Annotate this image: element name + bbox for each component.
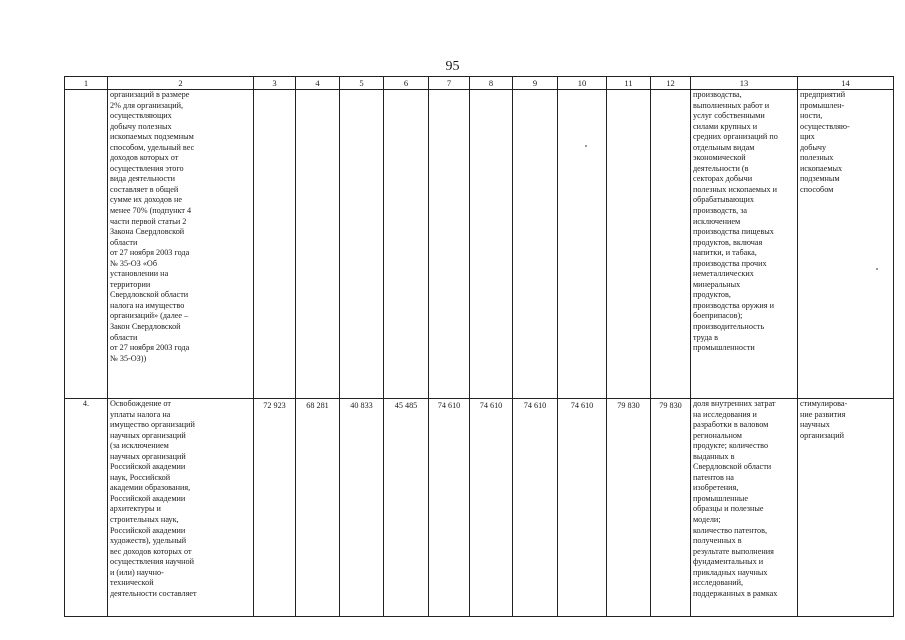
value-cell: 72 923 xyxy=(254,399,296,617)
header-cell: 12 xyxy=(651,77,691,90)
text-line: технической xyxy=(110,578,154,588)
text-line: труда в xyxy=(693,332,718,342)
goal-description xyxy=(798,90,894,399)
text-line: от 27 ноября 2003 года xyxy=(110,343,190,353)
text-line: сумме их доходов не xyxy=(110,195,182,205)
text-line: прикладных научных xyxy=(693,567,768,577)
value-cell: 79 830 xyxy=(651,399,691,617)
text-line: на исследования и xyxy=(693,409,757,419)
text-line: научных организаций xyxy=(110,451,186,461)
value-cell: 74 610 xyxy=(558,399,607,617)
text-line: услуг собственными xyxy=(693,111,765,121)
text-line: составляет в общей xyxy=(110,184,179,194)
text-line: промышленные xyxy=(693,493,749,503)
scan-speck xyxy=(876,268,878,270)
text-line: способом, удельный вес xyxy=(110,142,195,152)
row-number: 4. xyxy=(65,399,108,617)
header-cell: 6 xyxy=(384,77,429,90)
text-line: фундаментальных и xyxy=(693,557,764,567)
text-line: производств, за xyxy=(693,206,748,216)
text-line: № 35-ОЗ)) xyxy=(110,353,147,363)
text-line: и (или) научно- xyxy=(110,567,164,577)
header-cell: 3 xyxy=(254,77,296,90)
text-line: исключением xyxy=(693,216,741,226)
data-table xyxy=(64,76,894,617)
text-line: полезных ископаемых и xyxy=(693,184,777,194)
text-line: деятельности (в xyxy=(693,163,749,173)
header-cell: 14 xyxy=(798,77,894,90)
value-cell: 74 610 xyxy=(513,399,558,617)
value-cell xyxy=(513,90,558,399)
value-cell: 74 610 xyxy=(470,399,513,617)
text-line: добычу xyxy=(800,142,827,152)
text-line: ископаемых xyxy=(800,163,843,173)
text-line: организаций» (далее – xyxy=(110,311,189,321)
text-line: организаций в размере xyxy=(110,90,190,99)
text-line: напитки, и табака, xyxy=(693,248,757,258)
value-cell xyxy=(296,90,340,399)
text-line: добычу полезных xyxy=(110,121,172,131)
value-cell xyxy=(429,90,470,399)
text-line: патентов на xyxy=(693,472,734,482)
text-line: Российской академии xyxy=(110,525,186,535)
text-line: продукте; количество xyxy=(693,441,769,451)
text-line: области xyxy=(110,332,138,342)
text-line: Свердловской области xyxy=(110,290,189,300)
text-line: боеприпасов); xyxy=(693,311,743,321)
text-line: полученных в xyxy=(693,536,742,546)
text-line: организаций xyxy=(800,430,844,440)
text-line: ние развития xyxy=(800,409,846,419)
text-line: разработки в валовом xyxy=(693,420,769,430)
text-line: доля внутренних затрат xyxy=(693,399,776,408)
page-number: 95 xyxy=(445,59,460,74)
text-line: модели; xyxy=(693,515,721,525)
text-line: доходов которых от xyxy=(110,153,179,163)
goal-description xyxy=(798,399,894,617)
text-line: 2% для организаций, xyxy=(110,100,184,110)
header-row xyxy=(65,77,894,90)
text-line: производства оружия и xyxy=(693,300,774,310)
measure-description xyxy=(108,399,254,617)
value-cell xyxy=(651,90,691,399)
text-line: Освобождение от xyxy=(110,399,171,408)
text-line: региональном xyxy=(693,430,742,440)
text-line: (за исключением xyxy=(110,441,169,451)
value-cell: 40 833 xyxy=(340,399,384,617)
text-line: продуктов, xyxy=(693,290,731,300)
value-cell xyxy=(470,90,513,399)
text-line: результате выполнения xyxy=(693,546,774,556)
text-line: деятельности составляет xyxy=(110,588,197,598)
table-row xyxy=(65,90,894,399)
text-line: неметаллических xyxy=(693,269,754,279)
text-line: наук, Российской xyxy=(110,472,171,482)
text-line: обрабатывающих xyxy=(693,195,754,205)
text-line: производства пищевых xyxy=(693,227,774,237)
value-cell: 45 485 xyxy=(384,399,429,617)
text-line: количество патентов, xyxy=(693,525,768,535)
text-line: Закон Свердловской xyxy=(110,322,181,332)
text-line: продуктов, включая xyxy=(693,237,763,247)
value-cell: 79 830 xyxy=(607,399,651,617)
text-line: промышленности xyxy=(693,343,755,353)
text-line: менее 70% (подпункт 4 xyxy=(110,206,192,216)
text-line: от 27 ноября 2003 года xyxy=(110,248,190,258)
text-line: изобретения, xyxy=(693,483,739,493)
text-line: минеральных xyxy=(693,279,741,289)
value-cell xyxy=(607,90,651,399)
value-cell xyxy=(340,90,384,399)
value-cell xyxy=(558,90,607,399)
text-line: силами крупных и xyxy=(693,121,758,131)
scan-speck xyxy=(585,145,587,147)
header-cell: 7 xyxy=(429,77,470,90)
text-line: способом xyxy=(800,184,834,194)
text-line: предприятий xyxy=(800,90,846,99)
text-line: ности, xyxy=(800,111,823,121)
value-cell: 68 281 xyxy=(296,399,340,617)
table-row xyxy=(65,399,894,617)
text-line: уплаты налога на xyxy=(110,409,171,419)
text-line: имущество организаций xyxy=(110,420,195,430)
text-line: строительных наук, xyxy=(110,515,179,525)
row-number xyxy=(65,90,108,399)
text-line: производства прочих xyxy=(693,258,767,268)
text-line: части первой статьи 2 xyxy=(110,216,187,226)
indicator-description xyxy=(691,90,798,399)
indicator-description xyxy=(691,399,798,617)
text-line: исследований, xyxy=(693,578,744,588)
text-line: полезных xyxy=(800,153,834,163)
text-line: налога на имущество xyxy=(110,300,185,310)
text-line: образцы и полезные xyxy=(693,504,764,514)
text-line: осуществляю- xyxy=(800,121,850,131)
text-line: выданных в xyxy=(693,451,735,461)
text-line: выполненных работ и xyxy=(693,100,770,110)
text-line: подземным xyxy=(800,174,840,184)
text-line: осуществляющих xyxy=(110,111,172,121)
text-line: художеств), удельный xyxy=(110,536,187,546)
text-line: вида деятельности xyxy=(110,174,175,184)
text-line: осуществления научной xyxy=(110,557,194,567)
text-line: производства, xyxy=(693,90,742,99)
text-line: поддержанных в рамках xyxy=(693,588,778,598)
text-line: Закона Свердловской xyxy=(110,227,185,237)
text-line: ископаемых подземным xyxy=(110,132,194,142)
header-cell: 1 xyxy=(65,77,108,90)
text-line: отдельным видам xyxy=(693,142,755,152)
text-line: № 35-ОЗ «Об xyxy=(110,258,158,268)
value-cell xyxy=(384,90,429,399)
header-cell: 10 xyxy=(558,77,607,90)
text-line: экономической xyxy=(693,153,746,163)
header-cell: 11 xyxy=(607,77,651,90)
text-line: щих xyxy=(800,132,815,142)
header-cell: 9 xyxy=(513,77,558,90)
header-cell: 5 xyxy=(340,77,384,90)
value-cell: 74 610 xyxy=(429,399,470,617)
text-line: научных организаций xyxy=(110,430,186,440)
text-line: Российской академии xyxy=(110,493,186,503)
text-line: промышлен- xyxy=(800,100,845,110)
header-cell: 8 xyxy=(470,77,513,90)
text-line: архитектуры и xyxy=(110,504,161,514)
text-line: секторах добычи xyxy=(693,174,753,184)
text-line: научных xyxy=(800,420,830,430)
header-cell: 2 xyxy=(108,77,254,90)
text-line: осуществления этого xyxy=(110,163,184,173)
text-line: установлении на xyxy=(110,269,169,279)
text-line: вес доходов которых от xyxy=(110,546,192,556)
value-cell xyxy=(254,90,296,399)
header-cell: 13 xyxy=(691,77,798,90)
text-line: Российской академии xyxy=(110,462,186,472)
text-line: области xyxy=(110,237,138,247)
header-cell: 4 xyxy=(296,77,340,90)
text-line: стимулирова- xyxy=(800,399,848,408)
text-line: средних организаций по xyxy=(693,132,778,142)
text-line: Свердловской области xyxy=(693,462,772,472)
text-line: академии образования, xyxy=(110,483,191,493)
text-line: территории xyxy=(110,279,151,289)
text-line: производительность xyxy=(693,322,765,332)
measure-description xyxy=(108,90,254,399)
